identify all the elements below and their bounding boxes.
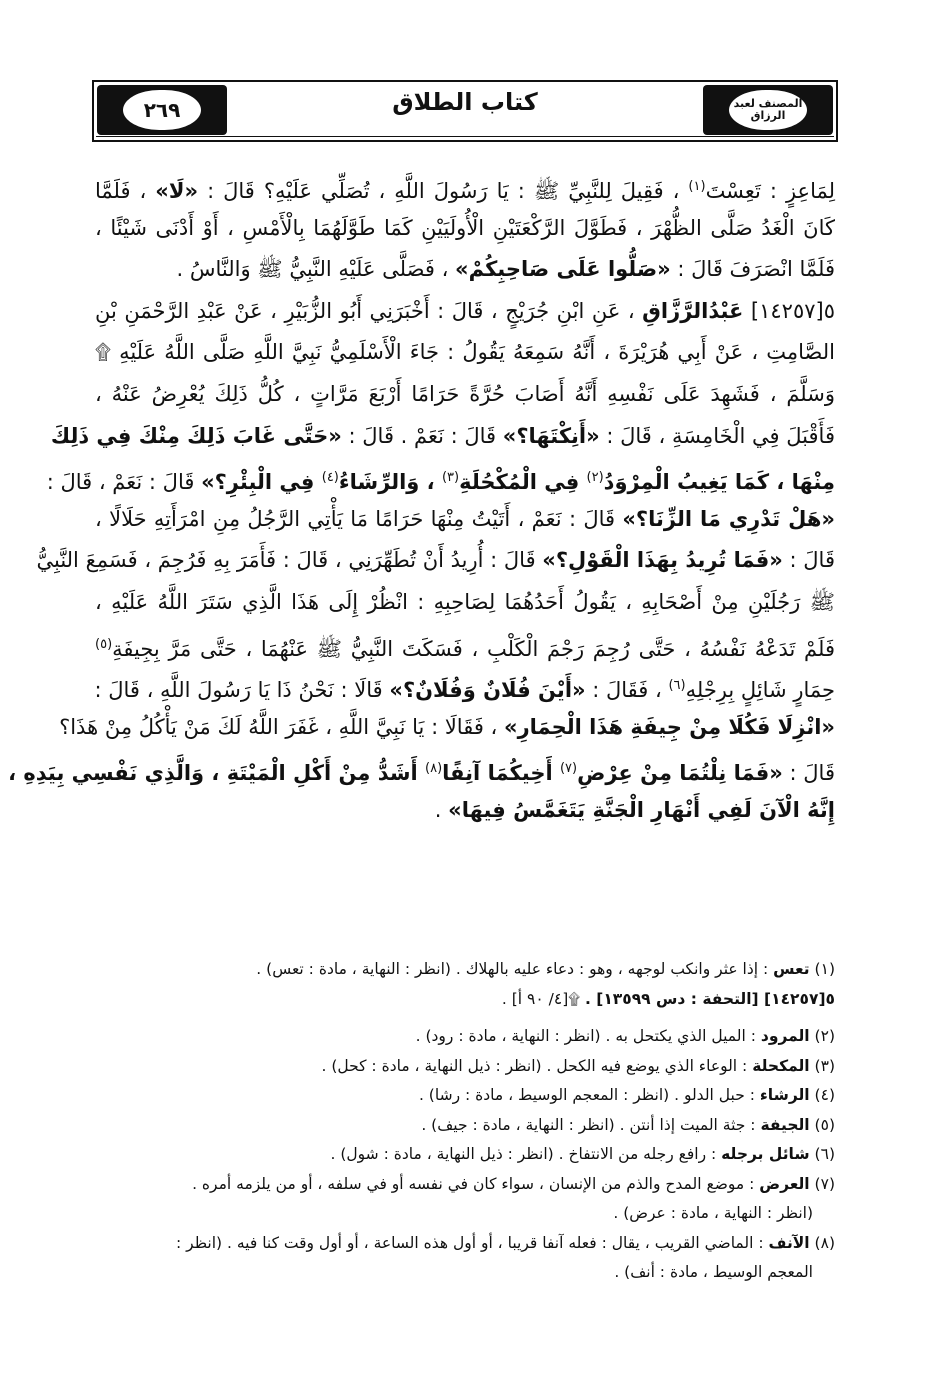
text-line — [50, 416, 835, 458]
text-line — [59, 707, 835, 749]
bold-text: الرشاء — [759, 1086, 810, 1104]
text-line — [95, 249, 835, 291]
text-segment: (٢) — [809, 1027, 835, 1045]
text-segment: : الوعاء الذي يوضع فيه الكحل . (انظر : ذيل النهاية ، مادة : كحل) . — [321, 1056, 753, 1075]
bold-text: عَبْدُالرَّزَّاقِ — [642, 298, 744, 323]
page-header — [92, 80, 838, 142]
bold-text: الآنف — [768, 1233, 810, 1252]
bold-text: المكحلة — [752, 1056, 810, 1075]
footnote-marker: (٢) — [586, 470, 604, 486]
text-segment: قَالَا : نَحْنُ ذَا يَا رَسُولَ اللَّهِ ، قَالَ : — [94, 678, 390, 703]
bold-text: «فَمَا تُرِيدُ بِهَذَا الْقَوْلِ؟» — [542, 548, 783, 573]
footnote-line — [95, 1052, 835, 1082]
bold-text: «هَلْ تَدْرِي مَا الزِّنَا؟» — [622, 506, 835, 531]
text-segment: قَالَ : نَعَمْ . قَالَ : — [341, 423, 503, 448]
bold-text: إِنَّهُ الْآنَ لَفِي أَنْهَارِ الْجَنَّةِ يَتَغَمَّسُ فِيهَا» — [448, 797, 835, 822]
text-line — [95, 374, 835, 416]
footnote-line — [95, 1022, 835, 1052]
bold-text: «أَنِكْتَهَا؟» — [502, 423, 600, 448]
text-segment: قَالَ : — [782, 548, 835, 573]
text-line — [95, 208, 835, 250]
footnote-marker: (٣) — [441, 470, 460, 486]
page-number: ٢٦٩ — [123, 90, 201, 130]
text-line — [95, 499, 835, 541]
text-segment: المعجم الوسيط ، مادة : أنف) . — [614, 1263, 813, 1281]
book-logo — [703, 85, 833, 135]
text-segment: فَلَمْ تَدَعْهُ نَفْسُهُ ، حَتَّى رُجِمَ رَجْمَ الْكَلْبِ ، فَسَكَتَ النَّبِيُّ ﷺ عَنْهُمَا ، حَتَّى مَرَّ بِجِيفَةِ — [112, 636, 835, 661]
text-line — [95, 332, 835, 374]
text-segment: قَالَ : أُرِيدُ أَنْ تُطَهِّرَنِي ، قَالَ : فَأَمَرَ بِهِ فَرُجِمَ ، فَسَمِعَ النَّبِيُّ — [36, 548, 543, 573]
text-segment: قَالَ : — [782, 761, 835, 786]
text-line — [46, 457, 835, 499]
text-segment: ، فَصَلَّى عَلَيْهِ النَّبِيُّ ﷺ وَالنَّاسُ . — [176, 257, 456, 282]
text-segment: : الميل الذي يكتحل به . (انظر : النهاية ، مادة : رود) . — [415, 1027, 761, 1045]
text-segment: ٥[١٤٢٥٧] — [743, 298, 835, 323]
text-segment: كَانَ الْغَدُ صَلَّى الظُّهْرَ ، فَطَوَّلَ الرَّكْعَتَيْنِ الْأُولَيَيْنِ كَمَا طَوَّلَهُمَا بِالْأَمْسِ ، أَوْ أَدْنَى شَيْئًا ، — [95, 215, 835, 240]
text-segment: (٥) — [809, 1115, 835, 1134]
bold-text: «فَمَا نِلْتُمَا مِنْ عِرْضِ — [577, 761, 783, 786]
text-segment: : جثة الميت إذا أنتن . (انظر : النهاية ، مادة : جيف) . — [421, 1115, 761, 1134]
text-line — [95, 665, 835, 707]
text-segment: فَأَقْبَلَ فِي الْخَامِسَةِ ، قَالَ : — [599, 423, 835, 448]
bold-text: المرود — [760, 1027, 810, 1045]
footnote-line — [95, 1229, 835, 1259]
text-segment: (٣) — [809, 1056, 835, 1075]
bold-text: «أَيْنَ فُلَانٌ وَفُلَانٌ؟» — [389, 678, 586, 703]
bold-text: الجيفة — [760, 1115, 810, 1134]
text-segment: (٦) — [809, 1145, 835, 1163]
text-segment: ، فَقَالَا : يَا نَبِيَّ اللَّهِ ، غَفَرَ اللَّهُ لَكَ مَنْ يَأْكُلُ مِنْ هَذَا؟ — [59, 714, 504, 739]
bold-text: «حَتَّى غَابَ ذَلِكَ مِنْكَ فِي ذَلِكَ — [50, 423, 342, 448]
bold-text: أَخِيكُمَا آنِفًا — [442, 761, 560, 786]
text-line — [95, 582, 835, 624]
bold-text: أَشَدُّ مِنْ أَكْلِ الْمَيْتَةِ ، وَالَّذِي نَفْسِي بِيَدِهِ ، — [8, 761, 426, 786]
bold-text: تعس — [773, 960, 810, 978]
bold-text: مِنْهَا ، كَمَا يَغِيبُ الْمِرْوَدُ — [603, 470, 835, 495]
footnote-line — [95, 1140, 835, 1170]
text-segment: (انظر : النهاية ، مادة : عرض) . — [613, 1204, 813, 1222]
text-segment: : حبل الدلو . (انظر : المعجم الوسيط ، مادة : رشا) . — [418, 1086, 760, 1104]
bold-text: فِي الْبِئْرِ؟» — [201, 470, 322, 495]
text-segment: ، فَقَالَ : — [585, 678, 669, 703]
text-segment: قَالَ : نَعَمْ ، قَالَ : — [46, 470, 202, 495]
text-line — [95, 624, 835, 666]
text-segment: لِمَاعِزٍ : تَعِسْتَ — [705, 179, 836, 203]
bold-text: العرض — [759, 1174, 810, 1193]
text-segment: قَالَ : نَعَمْ ، أَتَيْتُ مِنْهَا حَرَامًا مَا يَأْتِي الرَّجُلُ مِنِ امْرَأَتِهِ حَلَالًا ، — [95, 506, 623, 531]
bold-text: فِي الْمُكْحُلَةِ — [459, 470, 587, 495]
footnote-gap — [95, 1014, 835, 1022]
footnote-line — [95, 1081, 835, 1111]
text-segment: (٨) — [809, 1233, 835, 1252]
footnotes — [95, 955, 835, 1288]
text-segment: : رافع رجله من الانتفاخ . (انظر : ذيل النهاية ، مادة : شول) . — [330, 1145, 722, 1163]
text-segment: ، فَلَمَّا — [95, 179, 156, 203]
text-segment: (٤) — [809, 1086, 835, 1104]
text-segment: : موضع المدح والذم من الإنسان ، سواء كان في نفسه أو في سلفه ، أو من يلزمه أمره . — [192, 1174, 760, 1193]
book-logo-text: المصنف لعبد الرزاق — [729, 90, 807, 130]
text-line — [95, 291, 835, 333]
text-line — [36, 540, 835, 582]
footnote-marker: (٧) — [559, 761, 578, 777]
text-segment: ، عَنِ ابْنِ جُرَيْجٍ ، قَالَ : أَخْبَرَنِي أَبُو الزُّبَيْرِ ، عَنْ عَبْدِ الرَّحْمَنِ بْنِ — [95, 298, 643, 323]
text-segment: ۩[٤/ ٩٠ أ] . — [501, 989, 585, 1008]
footnote-line — [95, 1258, 835, 1288]
text-segment: (٧) — [809, 1174, 835, 1193]
bold-text: «صَلُّوا عَلَى صَاحِبِكُمْ» — [455, 257, 671, 282]
footnote-marker: (٥) — [95, 636, 113, 652]
footnote-line — [95, 1111, 835, 1141]
text-line — [95, 166, 835, 208]
bold-text: «انْزِلَا فَكُلَا مِنْ جِيفَةِ هَذَا الْحِمَارِ» — [504, 714, 835, 739]
text-segment: فَلَمَّا انْصَرَفَ قَالَ : — [670, 257, 835, 282]
main-text — [8, 166, 836, 832]
chapter-title: كتاب الطلاق — [392, 88, 538, 116]
text-segment: : الماضي القريب ، يقال : فعله آنفا قريبا ، أو أول هذه الساعة ، أو أول وقت كنا فيه . (انظر : — [176, 1233, 769, 1252]
footnote-line — [95, 955, 835, 985]
footnote-marker: (١) — [688, 179, 706, 194]
text-segment: وَسَلَّمَ ، فَشَهِدَ عَلَى نَفْسِهِ أَنَّهُ أَصَابَ حُرَّةً حَرَامًا أَرْبَعَ مَرَّاتٍ ، كُلُّ ذَلِكَ يُعْرِضُ عَنْهُ ، — [95, 381, 835, 406]
footnote-marker: (٨) — [425, 761, 443, 777]
text-line — [95, 790, 835, 832]
text-segment: : إذا عثر وانكب لوجهه ، وهو : دعاء عليه بالهلاك . (انظر : النهاية ، مادة : تعس) . — [256, 960, 774, 978]
footnote-line — [95, 1170, 835, 1200]
text-segment: . — [434, 797, 449, 822]
text-segment: (١) — [809, 960, 835, 978]
footnote-line — [95, 985, 835, 1015]
text-segment: ، فَقِيلَ لِلنَّبِيِّ ﷺ : يَا رَسُولَ اللَّهِ ، تُصَلِّي عَلَيْهِ؟ قَالَ : — [198, 179, 689, 203]
text-segment: حِمَارٍ شَائِلٍ بِرِجْلِهِ — [685, 678, 835, 703]
bold-text: ، وَالرِّشَاءُ — [338, 470, 442, 495]
bold-text: «لَا» — [155, 179, 199, 203]
footnote-marker: (٤) — [321, 470, 339, 486]
bold-text: ٥[١٤٢٥٧] [التحفة : دس ١٣٥٩٩] . — [584, 989, 835, 1008]
footnote-line — [95, 1199, 835, 1229]
footnote-marker: (٦) — [668, 678, 686, 694]
text-segment: الصَّامِتِ ، عَنْ أَبِي هُرَيْرَةَ ، أَنَّهُ سَمِعَهُ يَقُولُ : جَاءَ الْأَسْلَمِيُّ نَبِيَّ اللَّهِ صَلَّى اللَّهُ عَلَيْهِ ۩ — [95, 340, 835, 365]
text-line — [8, 748, 835, 790]
bold-text: شائل برجله — [721, 1145, 810, 1163]
text-segment: ﷺ رَجُلَيْنِ مِنْ أَصْحَابِهِ ، يَقُولُ أَحَدُهُمَا لِصَاحِبِهِ : انْظُرْ إِلَى هَذَا الَّذِي سَتَرَ اللَّهُ عَلَيْهِ ، — [95, 589, 835, 614]
